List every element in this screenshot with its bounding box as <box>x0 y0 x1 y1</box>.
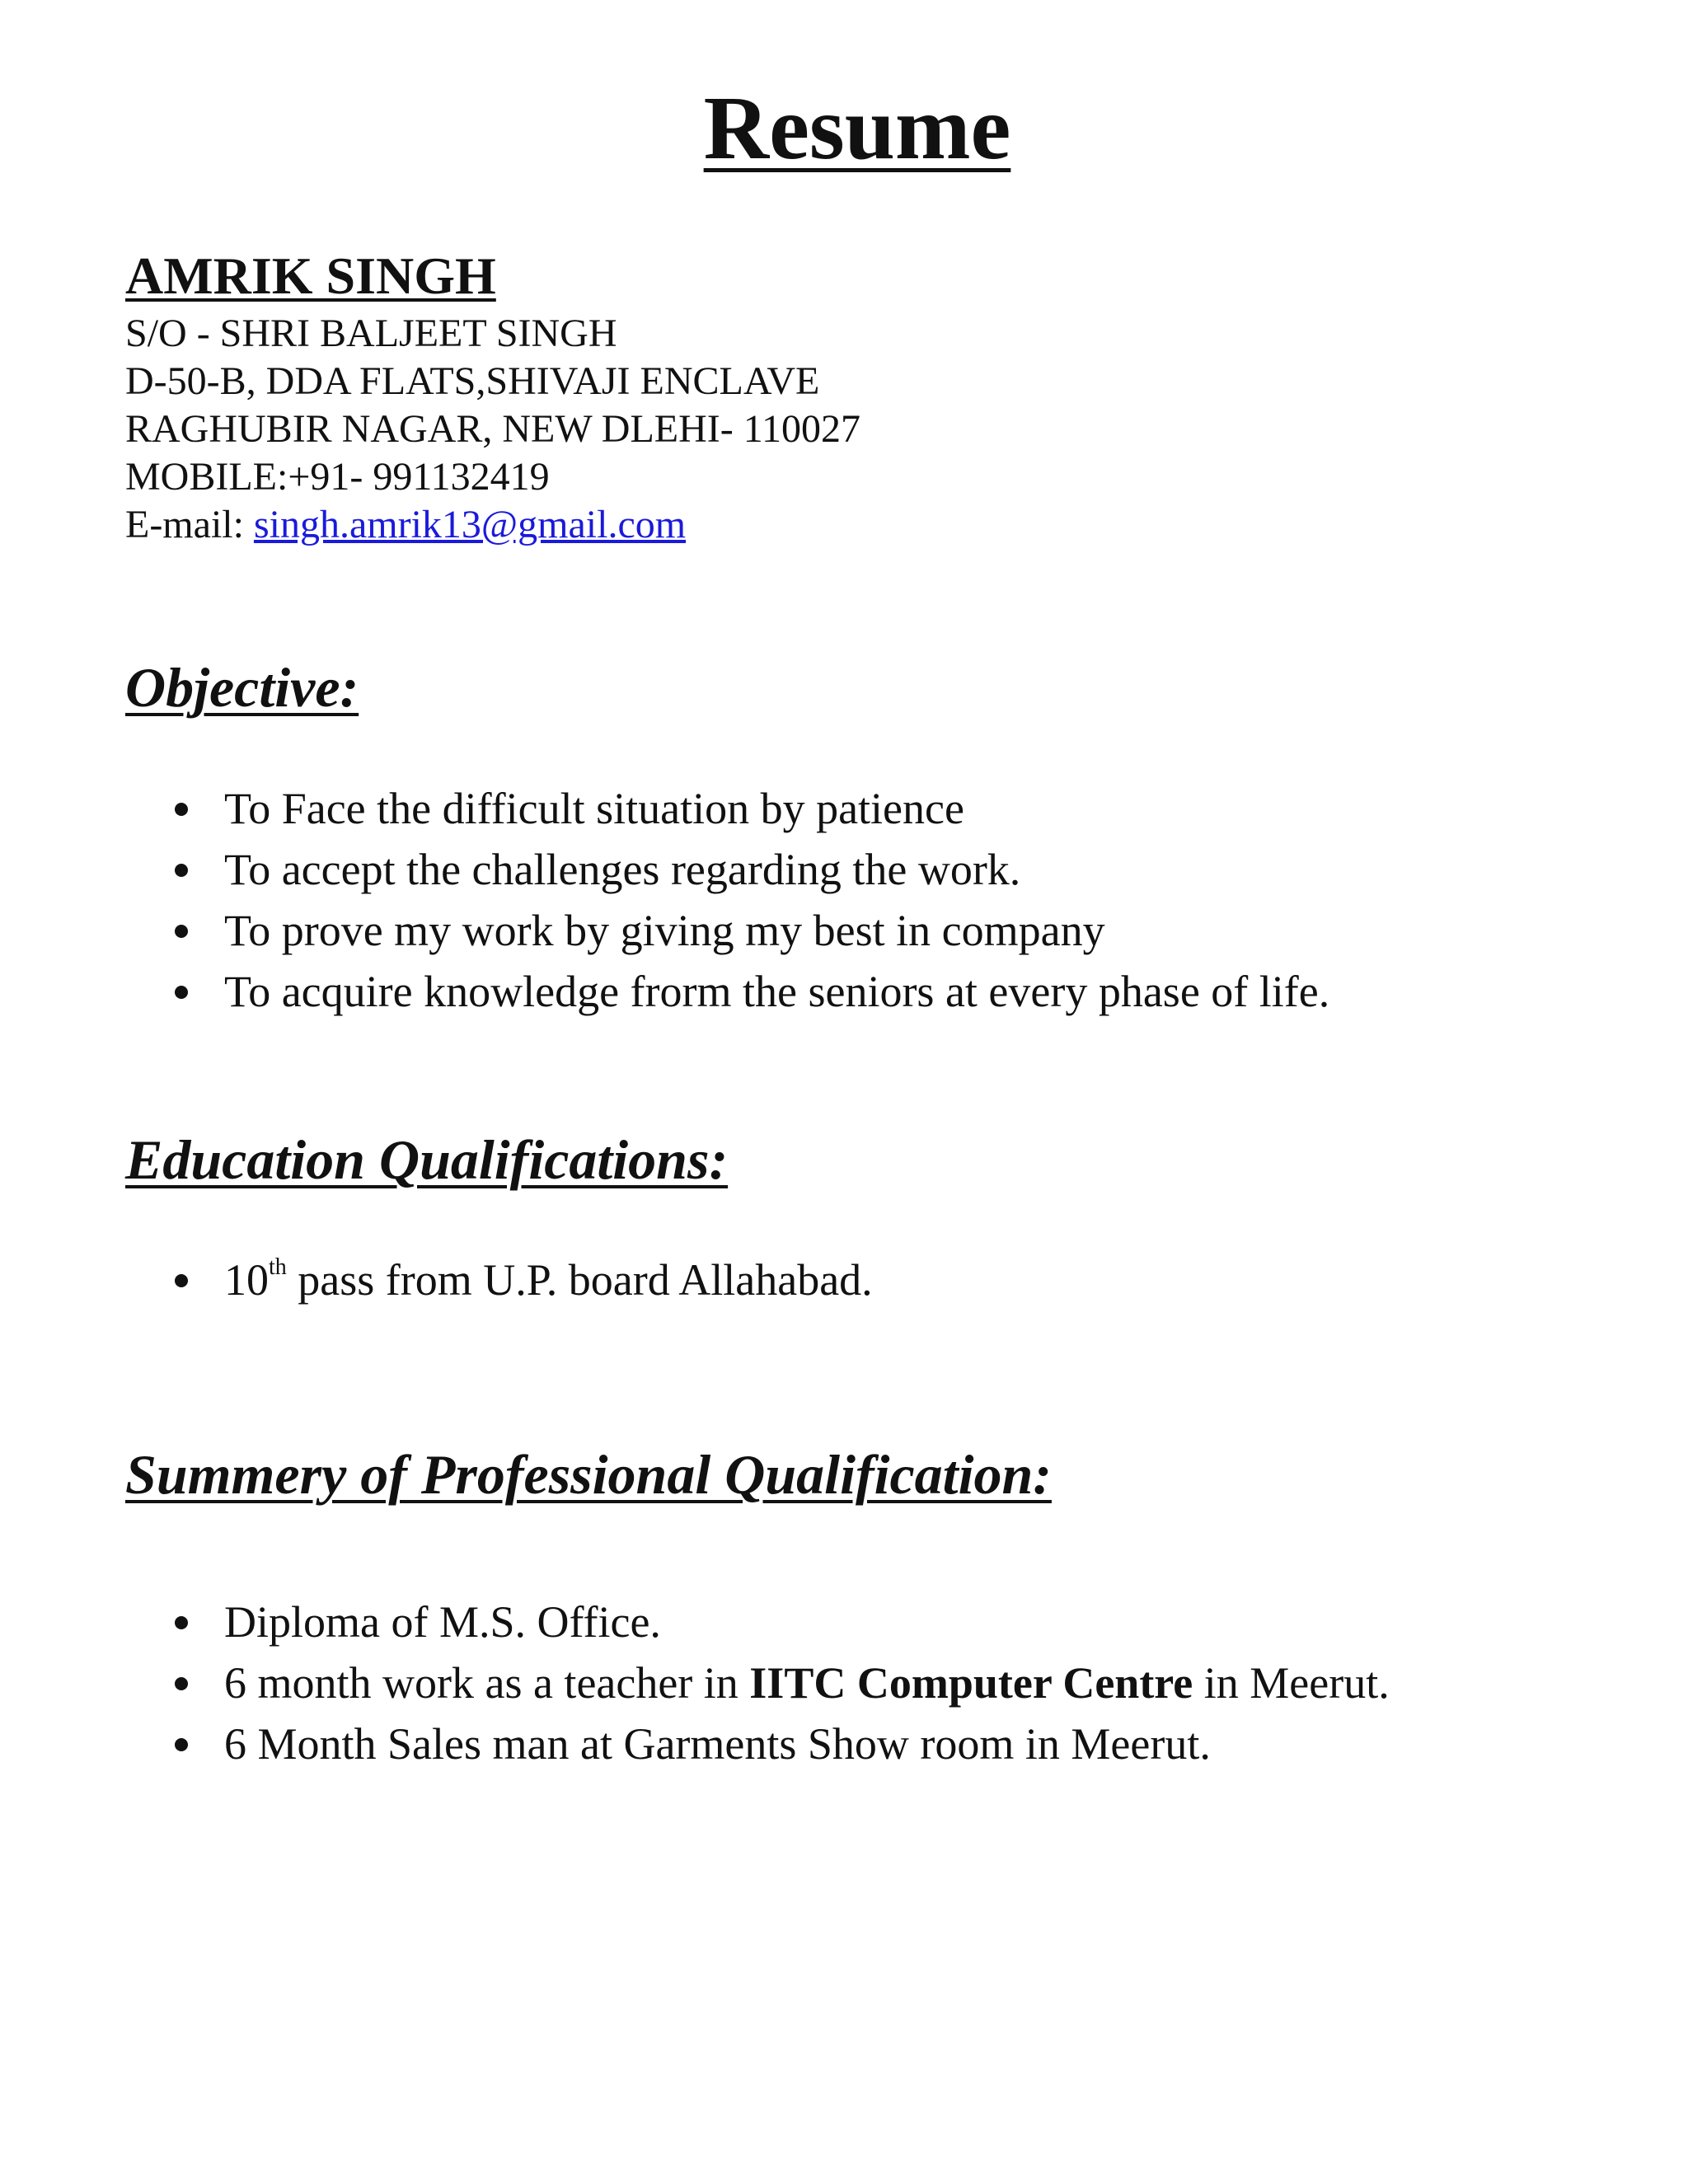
document-title: Resume <box>703 77 1011 178</box>
education-heading: Education Qualifications: <box>125 1128 729 1191</box>
applicant-name: AMRIK SINGH <box>125 246 496 305</box>
email-link[interactable]: singh.amrik13@gmail.com <box>253 503 687 547</box>
parent-line: S/O - SHRI BALJEET SINGH <box>125 312 617 356</box>
objective-item-text: To Face the difficult situation by patience <box>224 784 964 833</box>
professional-item-text-post: in Meerut. <box>1193 1658 1390 1708</box>
objective-item-text: To prove my work by giving my best in company <box>224 906 1105 955</box>
bullet-icon <box>175 1616 188 1629</box>
education-number: 10 <box>224 1255 269 1305</box>
professional-item-text: Diploma of M.S. Office. <box>224 1597 661 1647</box>
mobile-line: MOBILE:+91- 991132419 <box>125 455 550 499</box>
objective-heading: Objective: <box>125 656 359 719</box>
objective-item-text: To accept the challenges regarding the work. <box>224 845 1021 894</box>
list-item <box>165 1249 1632 1310</box>
list-item <box>165 778 1632 839</box>
bullet-icon <box>175 864 188 877</box>
objective-item-text: To acquire knowledge frorm the seniors at every phase of life. <box>224 967 1330 1016</box>
address-line-2: RAGHUBIR NAGAR, NEW DLEHI- 110027 <box>125 407 860 452</box>
address-line-1: D-50-B, DDA FLATS,SHIVAJI ENCLAVE <box>125 359 820 404</box>
bullet-icon <box>175 986 188 999</box>
list-item <box>165 1652 1632 1713</box>
contact-header <box>125 247 1444 549</box>
education-ordinal-suffix: th <box>269 1254 287 1280</box>
email-label: E-mail: <box>125 503 254 547</box>
list-item <box>165 839 1632 900</box>
bullet-icon <box>175 925 188 938</box>
list-item <box>165 961 1632 1022</box>
employer-name: IITC Computer Centre <box>749 1658 1193 1708</box>
email-line <box>125 501 1444 549</box>
bullet-icon <box>175 1738 188 1751</box>
professional-item-text-pre: 6 month work as a teacher in <box>224 1658 750 1708</box>
list-item <box>165 1713 1632 1774</box>
professional-list <box>165 1591 1632 1774</box>
education-list <box>165 1249 1632 1310</box>
professional-item-text: 6 Month Sales man at Garments Show room in Meerut. <box>224 1719 1211 1769</box>
professional-heading: Summery of Professional Qualification: <box>125 1443 1052 1506</box>
bullet-icon <box>175 1677 188 1690</box>
education-item-text: pass from U.P. board Allahabad. <box>286 1255 873 1305</box>
bullet-icon <box>175 1274 188 1287</box>
objective-list <box>165 778 1632 1022</box>
list-item <box>165 1591 1632 1652</box>
bullet-icon <box>175 803 188 816</box>
list-item <box>165 900 1632 961</box>
